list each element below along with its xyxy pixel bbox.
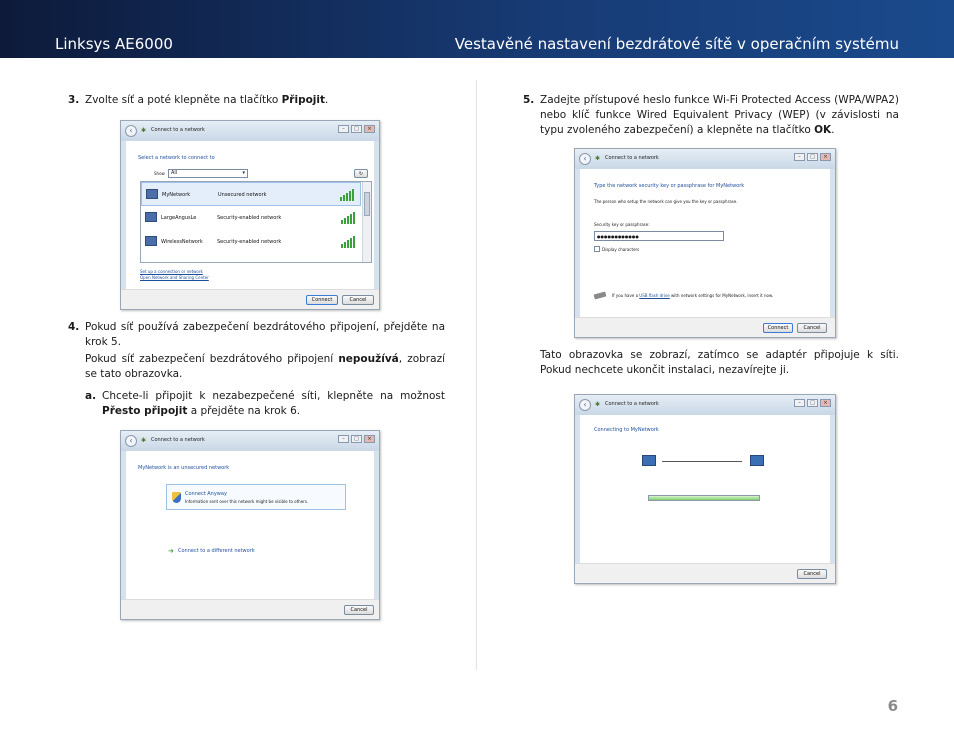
show-label: Show [154, 171, 165, 176]
step-3-text-a: Zvolte síť a poté klepněte na tlačítko [85, 94, 282, 106]
step-4-bold: nepoužívá [338, 353, 399, 365]
usb-drive-icon [594, 292, 607, 300]
maximize-icon[interactable]: □ [807, 399, 818, 407]
column-divider [476, 80, 477, 670]
connection-line [662, 461, 742, 462]
window-body [580, 415, 830, 578]
network-list [140, 181, 372, 263]
refresh-icon: ↻ [358, 171, 364, 177]
window-title: Connect to a network [151, 437, 205, 443]
connect-button[interactable]: Connect [763, 323, 793, 333]
step-3-text [85, 93, 445, 108]
connecting-heading: Connecting to MyNetwork [594, 427, 659, 433]
close-icon[interactable]: × [364, 125, 375, 133]
step-4-text-2 [85, 352, 445, 382]
select-heading: Select a network to connect to [138, 155, 215, 161]
step-5-text [540, 93, 899, 138]
cancel-button[interactable]: Cancel [342, 295, 374, 305]
key-heading: Type the network security key or passphrase for MyNetwork [594, 183, 745, 189]
minimize-icon[interactable]: – [794, 399, 805, 407]
security-key-input[interactable] [594, 231, 724, 241]
maximize-icon[interactable]: □ [351, 435, 362, 443]
network-icon: ✱ [595, 155, 601, 162]
signal-strength-icon [340, 189, 354, 201]
window-footer [121, 599, 379, 619]
step-4-number: 4. [68, 321, 80, 333]
usb-hint [612, 293, 773, 298]
window-footer [575, 317, 835, 337]
usb-flash-drive-link[interactable]: USB flash drive [639, 293, 670, 298]
close-icon[interactable]: × [820, 399, 831, 407]
window-title: Connect to a network [151, 127, 205, 133]
title-bar [575, 395, 835, 415]
title-bar [121, 121, 379, 141]
step-4-text: Pokud síť používá zabezpečení bezdrátového připojení, přejděte na krok 5. [85, 321, 445, 348]
maximize-icon[interactable]: □ [807, 153, 818, 161]
computer-icon [145, 212, 157, 222]
step-3-number: 3. [68, 94, 80, 106]
security-key-window [574, 148, 836, 338]
back-arrow-icon[interactable]: ‹ [579, 399, 591, 411]
list-scrollbar[interactable] [362, 182, 371, 262]
key-sub: The person who setup the network can give you the key or passphrase. [594, 199, 738, 204]
step-4a-number: a. [85, 390, 97, 402]
minimize-icon[interactable]: – [794, 153, 805, 161]
network-name: WirelessNetwork [161, 239, 203, 245]
close-icon[interactable]: × [820, 153, 831, 161]
network-name: MyNetwork [162, 192, 191, 198]
usb-hint-b: with network settings for MyNetwork, insert it now. [669, 293, 774, 298]
network-sharing-center-link[interactable]: Open Network and Sharing Center [140, 275, 209, 280]
page-number: 6 [887, 697, 898, 715]
step-4a-text-b: a přejděte na krok 6. [187, 405, 301, 417]
step-5-number: 5. [523, 94, 535, 106]
back-arrow-icon[interactable]: ‹ [125, 125, 137, 137]
connecting-window [574, 394, 836, 584]
select-network-window [120, 120, 380, 310]
window-footer [575, 563, 835, 583]
network-icon [750, 455, 764, 466]
network-icon: ✱ [595, 401, 601, 408]
connect-button[interactable]: Connect [306, 295, 338, 305]
step-3-text-b: . [325, 94, 329, 106]
minimize-icon[interactable]: – [338, 125, 349, 133]
network-row-mynetwork[interactable] [141, 182, 361, 206]
product-name: Linksys AE6000 [55, 35, 173, 53]
step-4a-bold: Přesto připojit [102, 405, 188, 417]
connect-anyway-option[interactable] [166, 484, 346, 510]
step-5-text-b: . [831, 124, 835, 136]
security-key-value: ●●●●●●●●●●●● [597, 234, 639, 239]
computer-icon [146, 189, 158, 199]
step-4a-text-a: Chcete-li připojit k nezabezpečené síti, klepněte na možnost [102, 390, 445, 402]
key-field-label: Security key or passphrase: [594, 222, 650, 227]
computer-icon [145, 236, 157, 246]
close-icon[interactable]: × [364, 435, 375, 443]
display-characters-label: Display characters [602, 247, 640, 252]
step-4a-text [102, 389, 445, 419]
step-3-bold: Připojit [281, 94, 326, 106]
network-status: Security-enabled network [217, 239, 282, 245]
page-header [0, 0, 954, 58]
window-body [126, 451, 374, 614]
window-body [126, 141, 374, 304]
network-icon: ✱ [141, 127, 147, 134]
connection-progress-bar [648, 495, 760, 501]
network-name: LargeAngusLe [161, 215, 197, 221]
connect-anyway-title: Connect Anyway [185, 491, 227, 497]
cancel-button[interactable]: Cancel [797, 323, 827, 333]
show-select[interactable] [168, 169, 248, 178]
connect-anyway-sub: Information sent over this network might be visible to others. [185, 499, 309, 504]
unsecured-network-window [120, 430, 380, 620]
setup-connection-link[interactable]: Set up a connection or network [140, 269, 203, 274]
signal-strength-icon [341, 236, 355, 248]
step-4-text-2a: Pokud síť zabezpečení bezdrátového připojení [85, 353, 339, 365]
chevron-down-icon: ▾ [242, 170, 245, 176]
title-bar [575, 149, 835, 169]
network-icon: ✱ [141, 437, 147, 444]
unsecured-heading: MyNetwork is an unsecured network [138, 465, 230, 471]
step-5-text-2: Tato obrazovka se zobrazí, zatímco se adaptér připojuje k síti. Pokud nechcete ukončit instalaci, nezavírejte ji. [540, 349, 899, 376]
network-row-largeangusle[interactable] [141, 206, 361, 230]
connect-different-network-link[interactable]: Connect to a different network [178, 548, 255, 554]
step-4-text-2b: , zobrazí se tato obrazovka. [85, 353, 445, 380]
back-arrow-icon[interactable]: ‹ [579, 153, 591, 165]
maximize-icon[interactable]: □ [351, 125, 362, 133]
window-body [580, 169, 830, 332]
back-arrow-icon[interactable]: ‹ [125, 435, 137, 447]
window-title: Connect to a network [605, 401, 659, 407]
signal-strength-icon [341, 212, 355, 224]
usb-hint-a: If you have a [612, 293, 640, 298]
minimize-icon[interactable]: – [338, 435, 349, 443]
network-status: Security-enabled network [217, 215, 282, 221]
section-title: Vestavěné nastavení bezdrátové sítě v operačním systému [454, 35, 899, 53]
refresh-button[interactable] [354, 169, 368, 178]
cancel-button[interactable]: Cancel [344, 605, 374, 615]
step-5-bold: OK [814, 124, 832, 136]
security-shield-icon [172, 492, 181, 503]
scrollbar-thumb[interactable] [364, 192, 370, 216]
network-row-wirelessnetwork[interactable] [141, 230, 361, 254]
green-arrow-icon: ➔ [168, 547, 174, 555]
network-status: Unsecured network [218, 192, 267, 198]
computer-icon [642, 455, 656, 466]
window-title: Connect to a network [605, 155, 659, 161]
display-characters-checkbox[interactable] [594, 246, 600, 252]
step-5-text-a: Zadejte přístupové heslo funkce Wi-Fi Protected Access (WPA/WPA2) nebo klíč funkce Wired Equivalent Privacy (WEP) (v závislosti na typu zvoleného zabezpečení) a klepněte na tlačítko [540, 94, 899, 136]
show-select-value: All [171, 170, 178, 176]
cancel-button[interactable]: Cancel [797, 569, 827, 579]
window-footer [121, 289, 379, 309]
title-bar [121, 431, 379, 451]
